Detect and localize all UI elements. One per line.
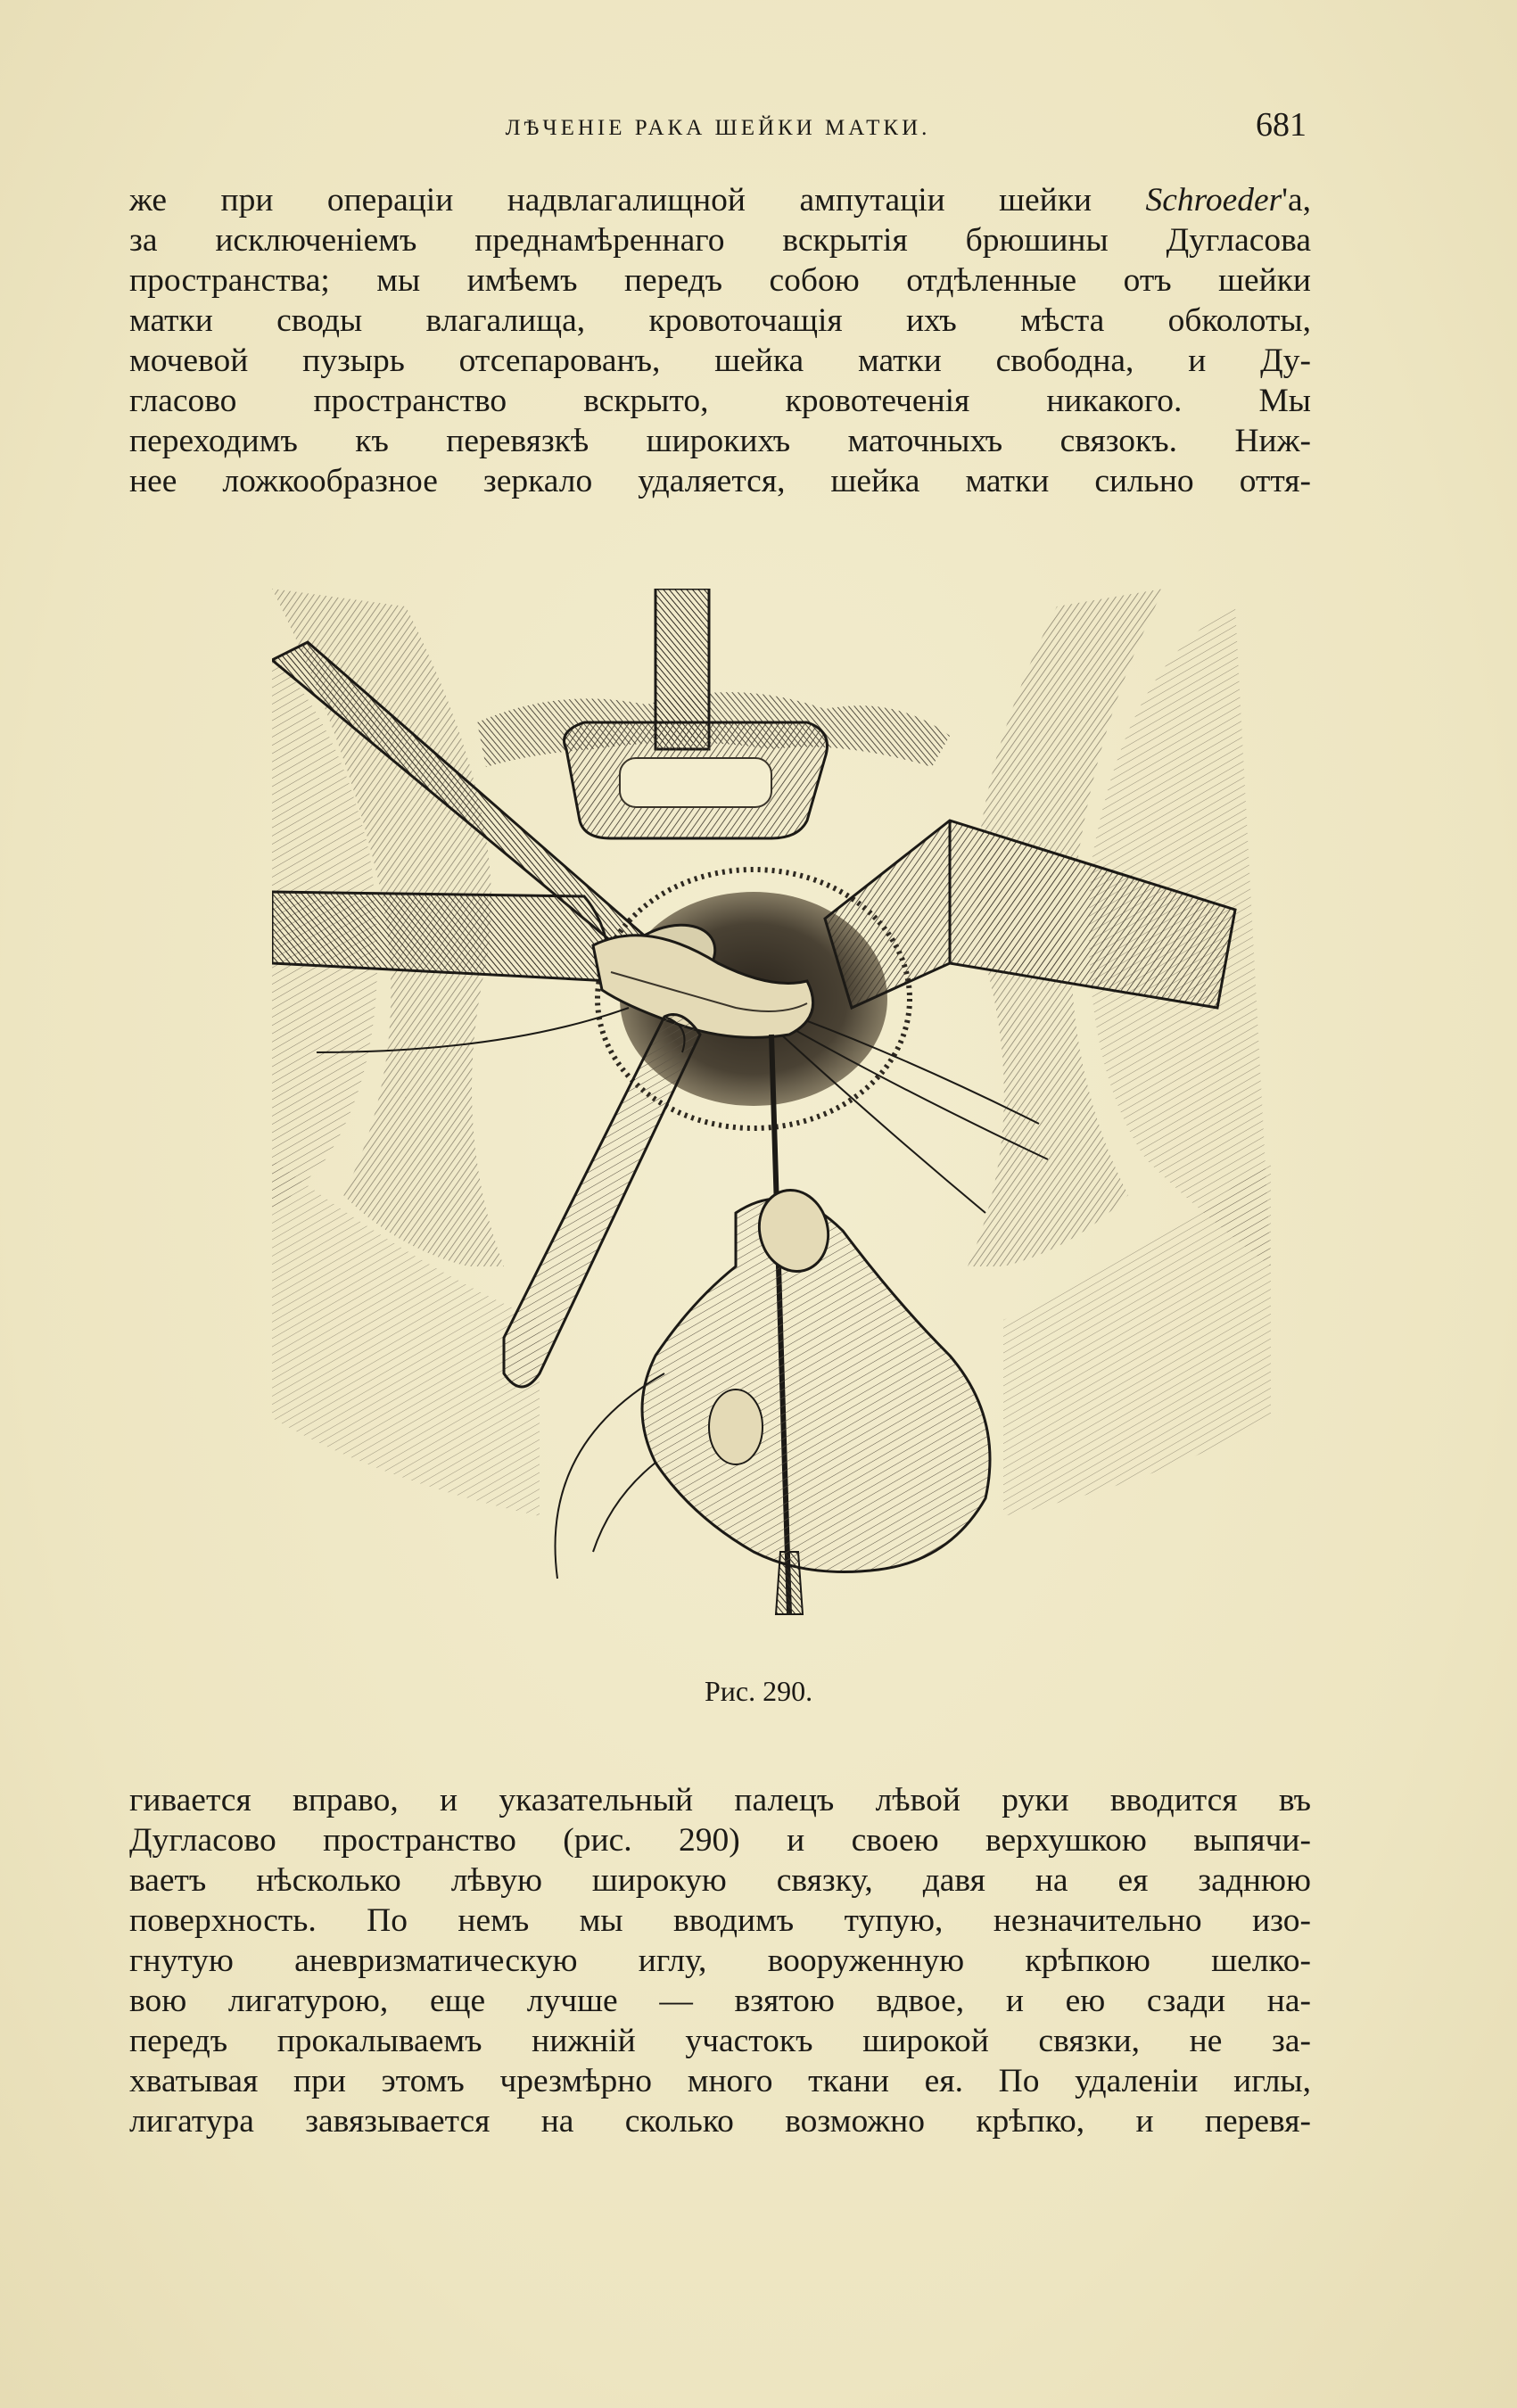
running-head: ЛѢЧЕНІЕ РАКА ШЕЙКИ МАТКИ. [505,116,931,140]
paragraph-bottom [129,1780,1311,2141]
text-line: гнутую аневризматическую иглу, вооруженную крѣпкою шелко- [129,1942,1311,1979]
text-line: за исключеніемъ преднамѣреннаго вскрытія брюшины Дугласова [129,222,1311,259]
text-line: гивается вправо, и указательный палецъ лѣвой руки вводится въ [129,1782,1311,1818]
surgical-illustration [272,589,1271,1659]
text-line: матки своды влагалища, кровоточащія ихъ мѣста обколоты, [129,302,1311,339]
text-line: нее ложкообразное зеркало удаляется, шейка матки сильно оття- [129,463,1311,499]
text-line: Дугласово пространство (рис. 290) и своею верхушкою выпячи- [129,1822,1311,1859]
page-number: 681 [1256,106,1307,144]
author-name: Schroeder [1145,182,1282,219]
text-line: же при операціи надвлагалищной ампутаціи шейки Schroeder'а, [129,182,1311,219]
text-line: передъ прокалываемъ нижній участокъ широкой связки, не за- [129,2023,1311,2059]
text-line: поверхность. По немъ мы вводимъ тупую, незначительно изо- [129,1902,1311,1939]
text-line: пространства; мы имѣемъ передъ собою отдѣленные отъ шейки [129,262,1311,299]
text-line: вою лигатурою, еще лучше — взятою вдвое, и ею сзади на- [129,1983,1311,2019]
text-line: мочевой пузырь отсепарованъ, шейка матки свободна, и Ду- [129,342,1311,379]
text-line: хватывая при этомъ чрезмѣрно много ткани ея. По удаленіи иглы, [129,2063,1311,2099]
text-line: гласово пространство вскрыто, кровотеченія никакого. Мы [129,383,1311,419]
figure-caption: Рис. 290. [704,1675,813,1707]
text-line: ваетъ нѣсколько лѣвую широкую связку, давя на ея заднюю [129,1862,1311,1899]
page-header [129,105,1307,150]
engraving-figure-290 [272,589,1271,1659]
text-line: переходимъ къ перевязкѣ широкихъ маточныхъ связокъ. Ниж- [129,423,1311,459]
text-line: лигатура завязывается на сколько возможно крѣпко, и перевя- [129,2103,1311,2140]
paragraph-top [129,180,1311,501]
